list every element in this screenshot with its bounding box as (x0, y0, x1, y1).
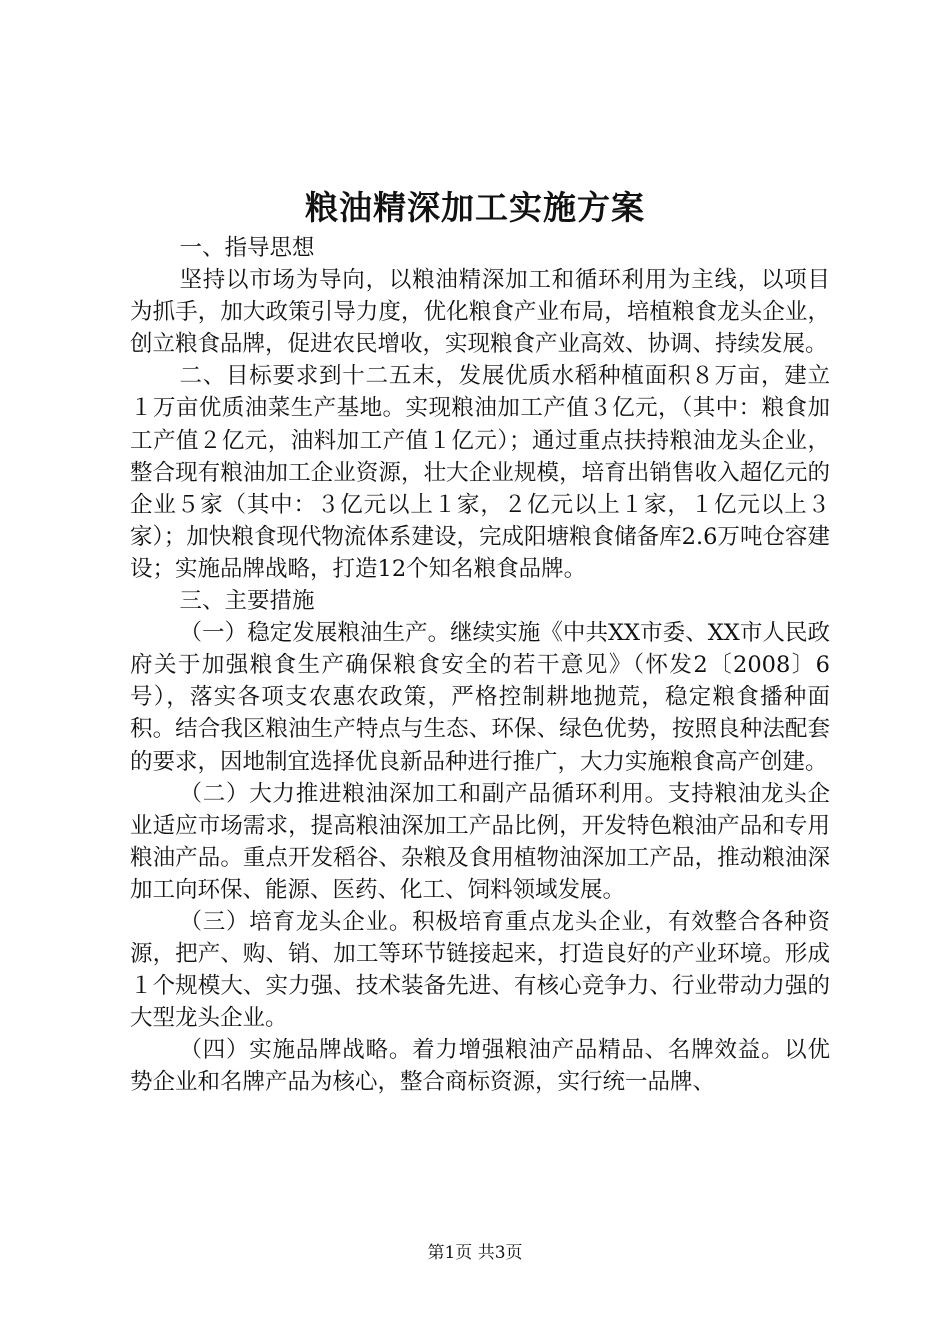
paragraph-measure-1: （一）稳定发展粮油生产。继续实施《中共XX市委、XX市人民政府关于加强粮食生产确保粮食安全的若干意见》（怀发2〔2008〕6号），落实各项支农惠农政策，严格控制耕地抛荒，稳定粮食播种面积。结合我区粮油生产特点与生态、环保、绿色优势，按照良种法配套的要求，因地制宜选择优良新品种进行推广，大力实施粮食高产创建。 (130, 620, 830, 775)
paragraph-measure-2: （二）大力推进粮油深加工和副产品循环利用。支持粮油龙头企业适应市场需求，提高粮油深加工产品比例，开发特色粮油产品和专用粮油产品。重点开发稻谷、杂粮及食用植物油深加工产品，推动粮油深加工向环保、能源、医药、化工、饲料领域发展。 (130, 780, 830, 903)
section-heading-main-measures: 三、主要措施 (179, 588, 315, 615)
section-heading-guiding-ideology: 一、指导思想 (179, 235, 315, 261)
document-title: 粮油精深加工实施方案 (305, 188, 645, 227)
document-body (130, 232, 830, 1099)
paragraph-measure-4: （四）实施品牌战略。着力增强粮油产品精品、名牌效益。以优势企业和名牌产品为核心，整合商标资源，实行统一品牌、 (130, 1037, 830, 1096)
paragraph-guiding-ideology: 坚持以市场为导向，以粮油精深加工和循环利用为主线，以项目为抓手，加大政策引导力度，优化粮食产业布局，培植粮食龙头企业，创立粮食品牌，促进农民增收，实现粮食产业高效、协调、持续发展。 (130, 267, 830, 358)
paragraph-measure-3: （三）培育龙头企业。积极培育重点龙头企业，有效整合各种资源，把产、购、销、加工等环节链接起来，打造良好的产业环境。形成１个规模大、实力强、技术装备先进、有核心竞争力、行业带动力强的大型龙头企业。 (130, 908, 830, 1032)
page-footer: 第1页 共3页 (427, 1243, 523, 1263)
paragraph-goals: 二、目标要求到十二五末，发展优质水稻种植面积８万亩，建立１万亩优质油菜生产基地。实现粮油加工产值３亿元，（其中：粮食加工产值２亿元，油料加工产值１亿元）；通过重点扶持粮油龙头企业，整合现有粮油加工企业资源，壮大企业规模，培育出销售收入超亿元的企业５家（其中：３亿元以上１家，２亿元以上１家，１亿元以上３家）；加快粮食现代物流体系建设，完成阳塘粮食储备库2.6万吨仓容建设；实施品牌战略，打造12个知名粮食品牌。 (130, 363, 830, 582)
